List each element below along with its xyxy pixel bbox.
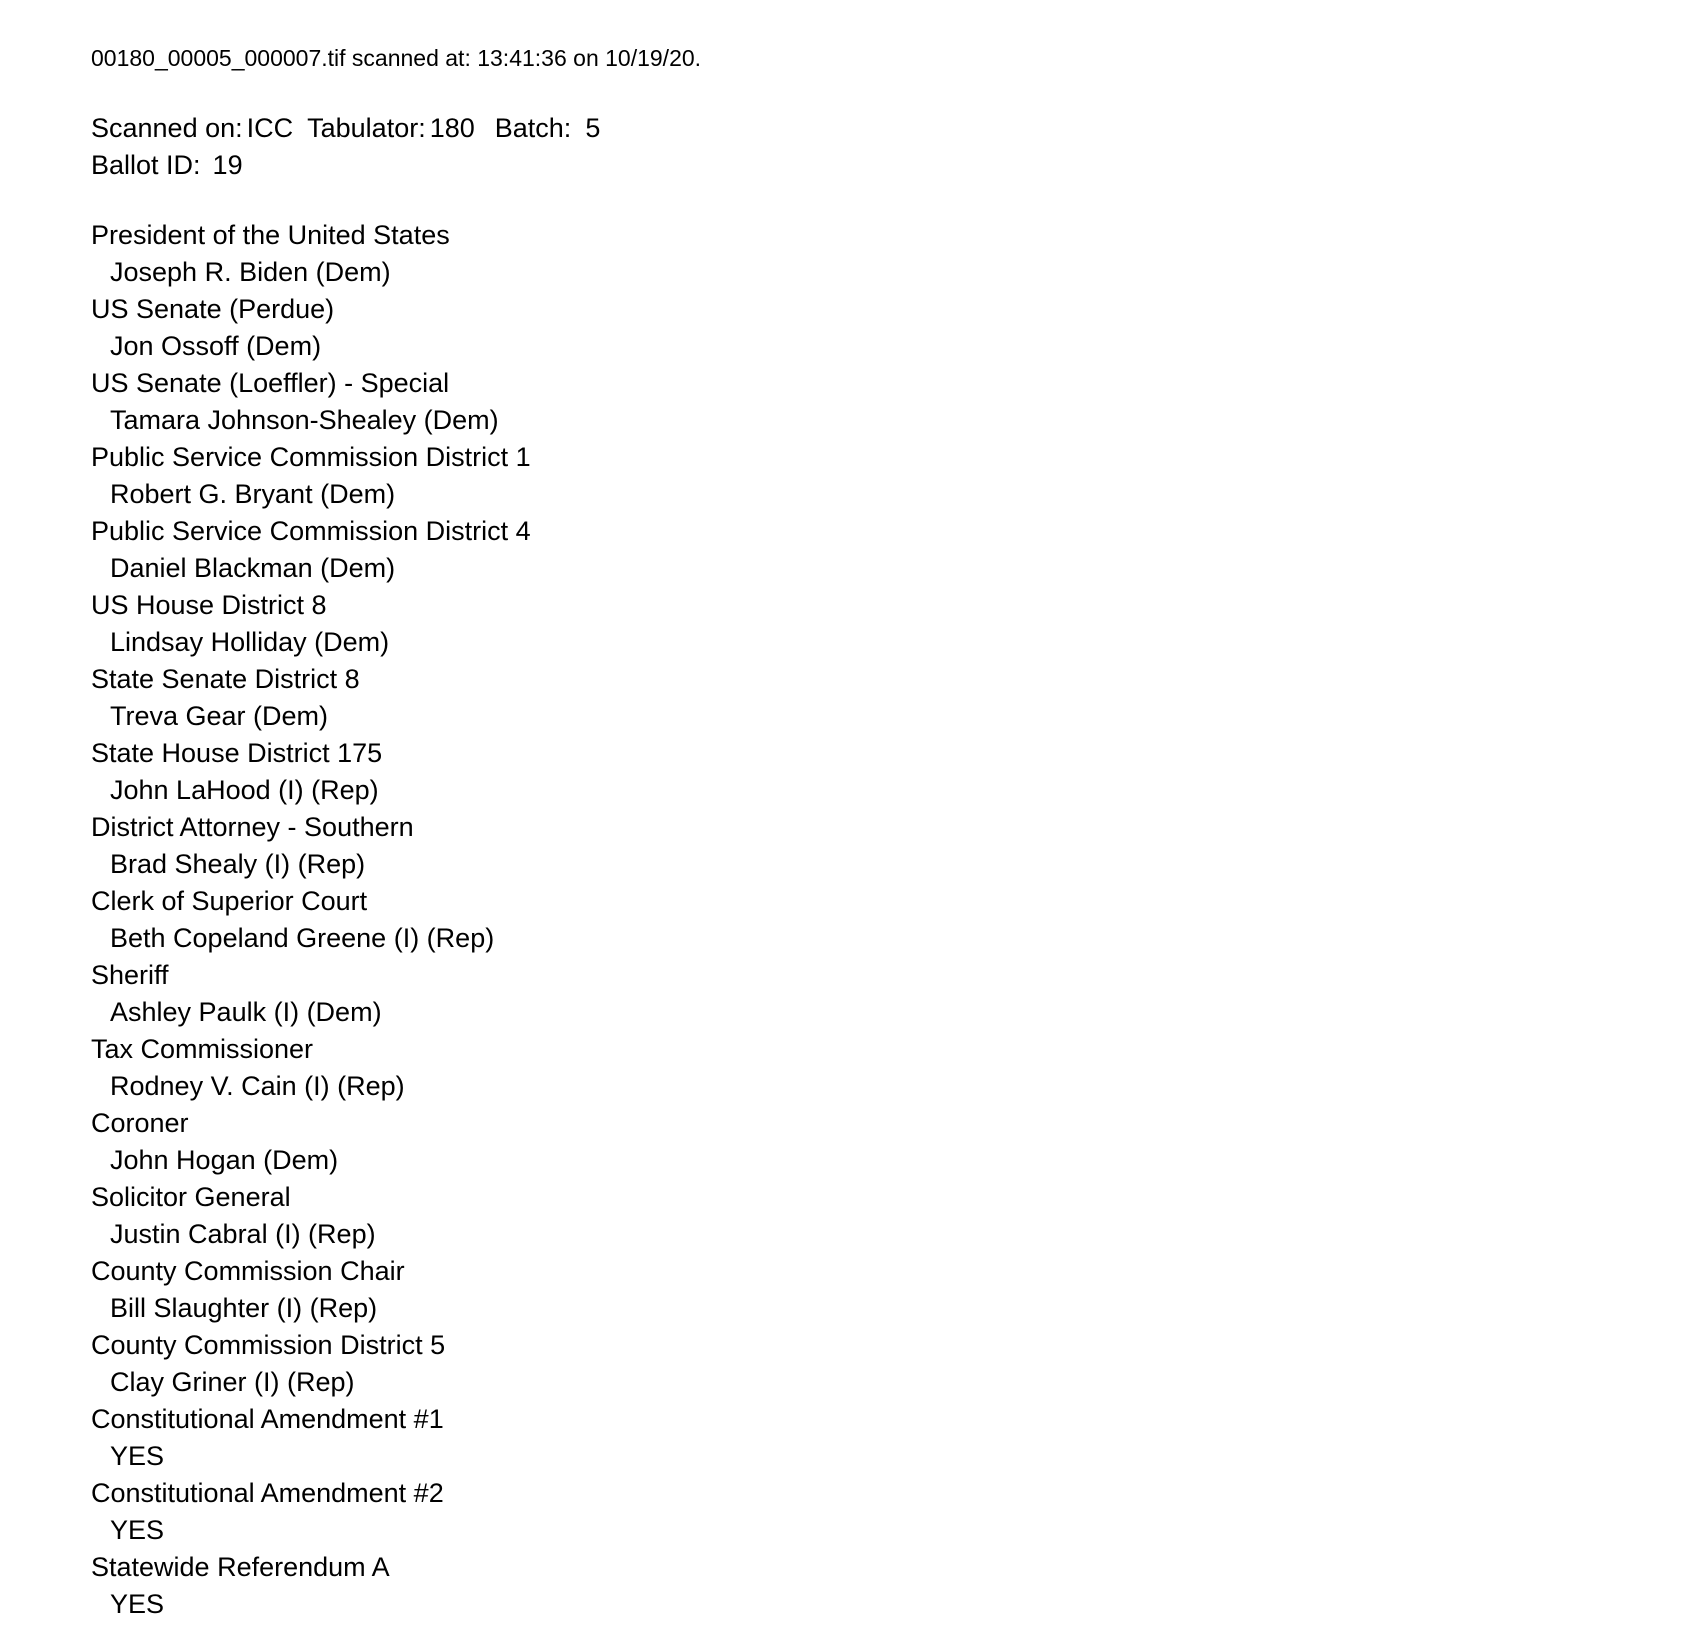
contest-row <box>91 1327 1667 1401</box>
contest-vote: Clay Griner (I) (Rep) <box>110 1367 355 1397</box>
contest-title: County Commission Chair <box>91 1256 405 1286</box>
contest-row <box>91 1031 1667 1105</box>
contest-title: Constitutional Amendment #2 <box>91 1478 444 1508</box>
contest-vote: YES <box>110 1589 165 1619</box>
contest-row <box>91 1253 1667 1327</box>
contest-title: President of the United States <box>91 220 450 250</box>
contest-vote: Joseph R. Biden (Dem) <box>110 257 391 287</box>
contest-vote: Ashley Paulk (I) (Dem) <box>110 997 382 1027</box>
contest-title: County Commission District 5 <box>91 1330 446 1360</box>
contest-title: Clerk of Superior Court <box>91 886 368 916</box>
contest-row <box>91 661 1667 735</box>
contest-row <box>91 513 1667 587</box>
contest-row <box>91 439 1667 513</box>
scan-info-line <box>91 110 1667 147</box>
contest-row <box>91 217 1667 291</box>
contest-title: Public Service Commission District 1 <box>91 442 531 472</box>
contest-title: Constitutional Amendment #1 <box>91 1404 444 1434</box>
contest-vote: John Hogan (Dem) <box>110 1145 339 1175</box>
scanned-on-value: ICC <box>246 113 294 143</box>
contest-title: Tax Commissioner <box>91 1034 314 1064</box>
contest-row <box>91 1401 1667 1475</box>
contest-vote: Justin Cabral (I) (Rep) <box>110 1219 376 1249</box>
contest-vote: Rodney V. Cain (I) (Rep) <box>110 1071 405 1101</box>
contest-vote: Beth Copeland Greene (I) (Rep) <box>110 923 495 953</box>
contest-vote: Bill Slaughter (I) (Rep) <box>110 1293 378 1323</box>
contest-vote: Daniel Blackman (Dem) <box>110 553 396 583</box>
contest-title: Coroner <box>91 1108 189 1138</box>
tabulator-label: Tabulator: <box>307 113 426 143</box>
contest-vote: Jon Ossoff (Dem) <box>110 331 322 361</box>
contest-title: Solicitor General <box>91 1182 291 1212</box>
contest-vote: Tamara Johnson-Shealey (Dem) <box>110 405 499 435</box>
contest-list <box>91 217 1667 1623</box>
contest-vote: John LaHood (I) (Rep) <box>110 775 379 805</box>
contest-title: State Senate District 8 <box>91 664 360 694</box>
contest-title: Statewide Referendum A <box>91 1552 390 1582</box>
contest-row <box>91 957 1667 1031</box>
contest-title: District Attorney - Southern <box>91 812 414 842</box>
batch-label: Batch: <box>494 113 572 143</box>
contest-row <box>91 809 1667 883</box>
contest-title: US House District 8 <box>91 590 327 620</box>
contest-title: State House District 175 <box>91 738 383 768</box>
tabulator-value: 180 <box>429 113 475 143</box>
blank-line <box>91 184 1667 217</box>
contest-vote: Treva Gear (Dem) <box>110 701 329 731</box>
contest-vote: Lindsay Holliday (Dem) <box>110 627 390 657</box>
contest-title: Sheriff <box>91 960 169 990</box>
batch-value: 5 <box>585 113 601 143</box>
contest-row <box>91 735 1667 809</box>
contest-title: Public Service Commission District 4 <box>91 516 531 546</box>
ballot-id-value: 19 <box>212 150 243 180</box>
blank-line <box>91 77 1667 110</box>
contest-title: US Senate (Perdue) <box>91 294 335 324</box>
contest-row <box>91 1475 1667 1549</box>
contest-title: US Senate (Loeffler) - Special <box>91 368 450 398</box>
contest-vote: Brad Shealy (I) (Rep) <box>110 849 366 879</box>
contest-vote: YES <box>110 1441 165 1471</box>
contest-row <box>91 883 1667 957</box>
scanned-on-label: Scanned on: <box>91 113 243 143</box>
ballot-id-label: Ballot ID: <box>91 150 201 180</box>
contest-vote: YES <box>110 1515 165 1545</box>
contest-row <box>91 1179 1667 1253</box>
contest-vote: Robert G. Bryant (Dem) <box>110 479 396 509</box>
contest-row <box>91 365 1667 439</box>
ballot-id-line <box>91 147 1667 184</box>
contest-row <box>91 1105 1667 1179</box>
contest-row <box>91 291 1667 365</box>
contest-row <box>91 1549 1667 1623</box>
scan-file-line: 00180_00005_000007.tif scanned at: 13:41:36 on 10/19/20. <box>91 45 702 71</box>
contest-row <box>91 587 1667 661</box>
